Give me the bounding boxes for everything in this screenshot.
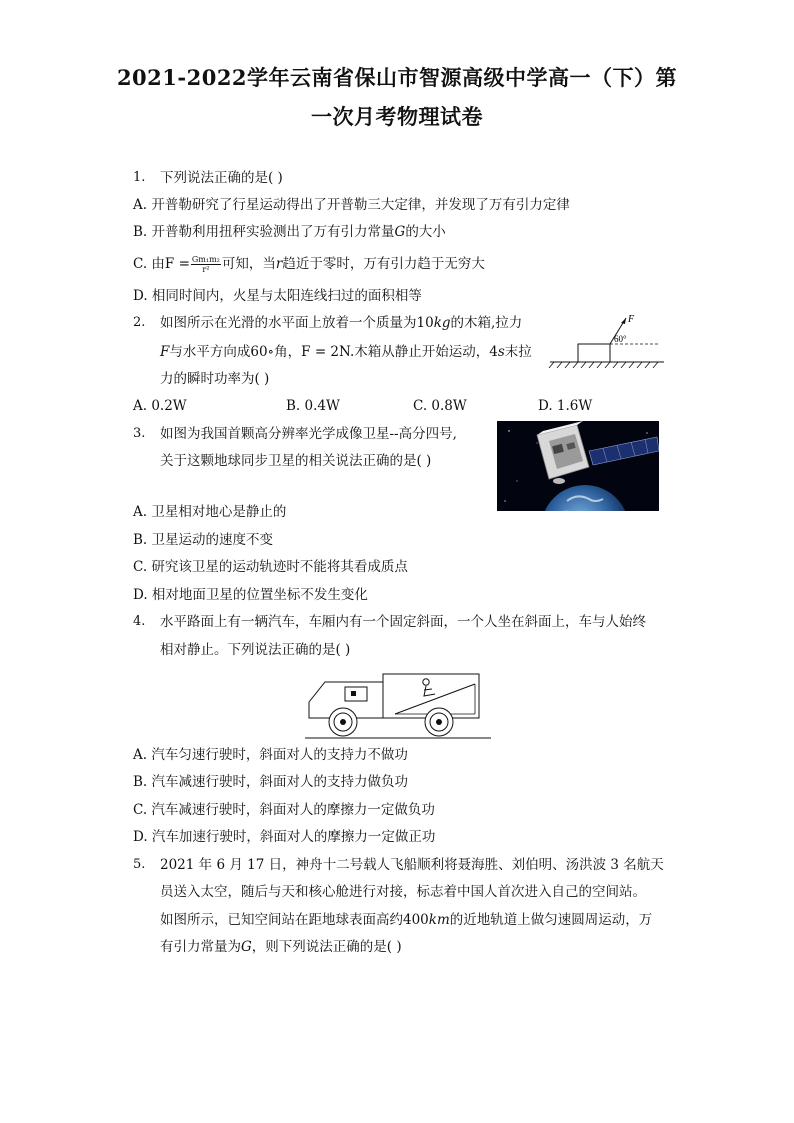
question-1-option-a: A. 开普勒研究了行星运动得出了开普勒三大定律，并发现了万有引力定律 bbox=[133, 197, 570, 213]
gravitation-formula-fraction: $\frac{\text{Gm₁m₂}}{\text{r²}}$ bbox=[191, 255, 220, 274]
question-5-line-4: 有引力常量为G，则下列说法正确的是( ) bbox=[160, 939, 402, 955]
question-1-stem: 下列说法正确的是( ) bbox=[160, 170, 283, 186]
question-2-line-1: 如图所示在光滑的水平面上放着一个质量为10kg的木箱,拉力 bbox=[160, 315, 523, 331]
question-5-line-3: 如图所示，已知空间站在距地球表面高约400km的近地轨道上做匀速圆周运动，万 bbox=[160, 912, 653, 928]
question-2-option-c: C. 0.8W bbox=[413, 398, 467, 414]
question-2-line-2: F与水平方向成60∘角，F = 2N.木箱从静止开始运动，4s末拉 bbox=[160, 344, 532, 360]
question-5-line-2: 员送入太空，随后与天和核心舱进行对接，标志着中国人首次进入自己的空间站。 bbox=[160, 884, 646, 900]
question-4-option-a: A. 汽车匀速行驶时，斜面对人的支持力不做功 bbox=[133, 747, 408, 763]
force-label: F bbox=[628, 314, 635, 325]
truck-incline-diagram bbox=[303, 668, 493, 740]
question-4-line-2: 相对静止。下列说法正确的是( ) bbox=[160, 642, 351, 658]
question-5-number: 5. bbox=[133, 857, 146, 872]
crate-box bbox=[578, 344, 610, 362]
question-2-number: 2. bbox=[133, 315, 146, 330]
question-4-option-c: C. 汽车减速行驶时，斜面对人的摩擦力一定做负功 bbox=[133, 802, 435, 818]
question-2-option-a: A. 0.2W bbox=[133, 398, 187, 414]
question-3-line-2: 关于这颗地球同步卫星的相关说法正确的是( ) bbox=[160, 453, 432, 469]
question-1-option-d: D. 相同时间内，火星与太阳连线扫过的面积相等 bbox=[133, 288, 422, 304]
question-2-option-d: D. 1.6W bbox=[538, 398, 593, 414]
question-3-line-1: 如图为我国首颗高分辨率光学成像卫星--高分四号, bbox=[160, 426, 457, 442]
question-4-option-b: B. 汽车减速行驶时，斜面对人的支持力做负功 bbox=[133, 774, 409, 790]
driver-head bbox=[351, 691, 356, 696]
question-5-line-1: 2021 年 6 月 17 日，神舟十二号载人飞船顺利将聂海胜、刘伯明、汤洪波 3 名航天 bbox=[160, 857, 664, 873]
question-3-number: 3. bbox=[133, 426, 146, 441]
ground-hatching bbox=[549, 362, 658, 368]
crate-force-diagram bbox=[548, 312, 668, 372]
satellite-photo bbox=[497, 421, 659, 511]
question-1-option-c: C. 由F = $\frac{\text{Gm₁m₂}}{\text{r²}}$ 可知，当r趋近于零时，万有引力趋于无穷大 bbox=[133, 255, 485, 274]
question-3-option-a: A. 卫星相对地心是静止的 bbox=[133, 504, 287, 520]
question-1-number: 1. bbox=[133, 170, 146, 185]
question-3-option-c: C. 研究该卫星的运动轨迹时不能将其看成质点 bbox=[133, 559, 408, 575]
question-4-line-1: 水平路面上有一辆汽车，车厢内有一个固定斜面，一个人坐在斜面上，车与人始终 bbox=[160, 614, 646, 630]
question-4-number: 4. bbox=[133, 614, 146, 629]
question-4-option-d: D. 汽车加速行驶时，斜面对人的摩擦力一定做正功 bbox=[133, 829, 436, 845]
force-arrowhead bbox=[621, 318, 626, 324]
question-3-option-b: B. 卫星运动的速度不变 bbox=[133, 532, 274, 548]
rear-wheel bbox=[425, 708, 453, 736]
angle-label: 60° bbox=[614, 334, 627, 344]
exam-title-line-2: 一次月考物理试卷 bbox=[311, 104, 483, 129]
question-2-option-b: B. 0.4W bbox=[286, 398, 340, 414]
front-wheel bbox=[329, 708, 357, 736]
exam-title-line-1: 2021-2022学年云南省保山市智源高级中学高一（下）第 bbox=[116, 65, 678, 90]
question-3-option-d: D. 相对地面卫星的位置坐标不发生变化 bbox=[133, 587, 368, 603]
question-2-line-3: 力的瞬时功率为( ) bbox=[160, 371, 270, 387]
question-1-option-b: B. 开普勒利用扭秤实验测出了万有引力常量G的大小 bbox=[133, 224, 446, 240]
